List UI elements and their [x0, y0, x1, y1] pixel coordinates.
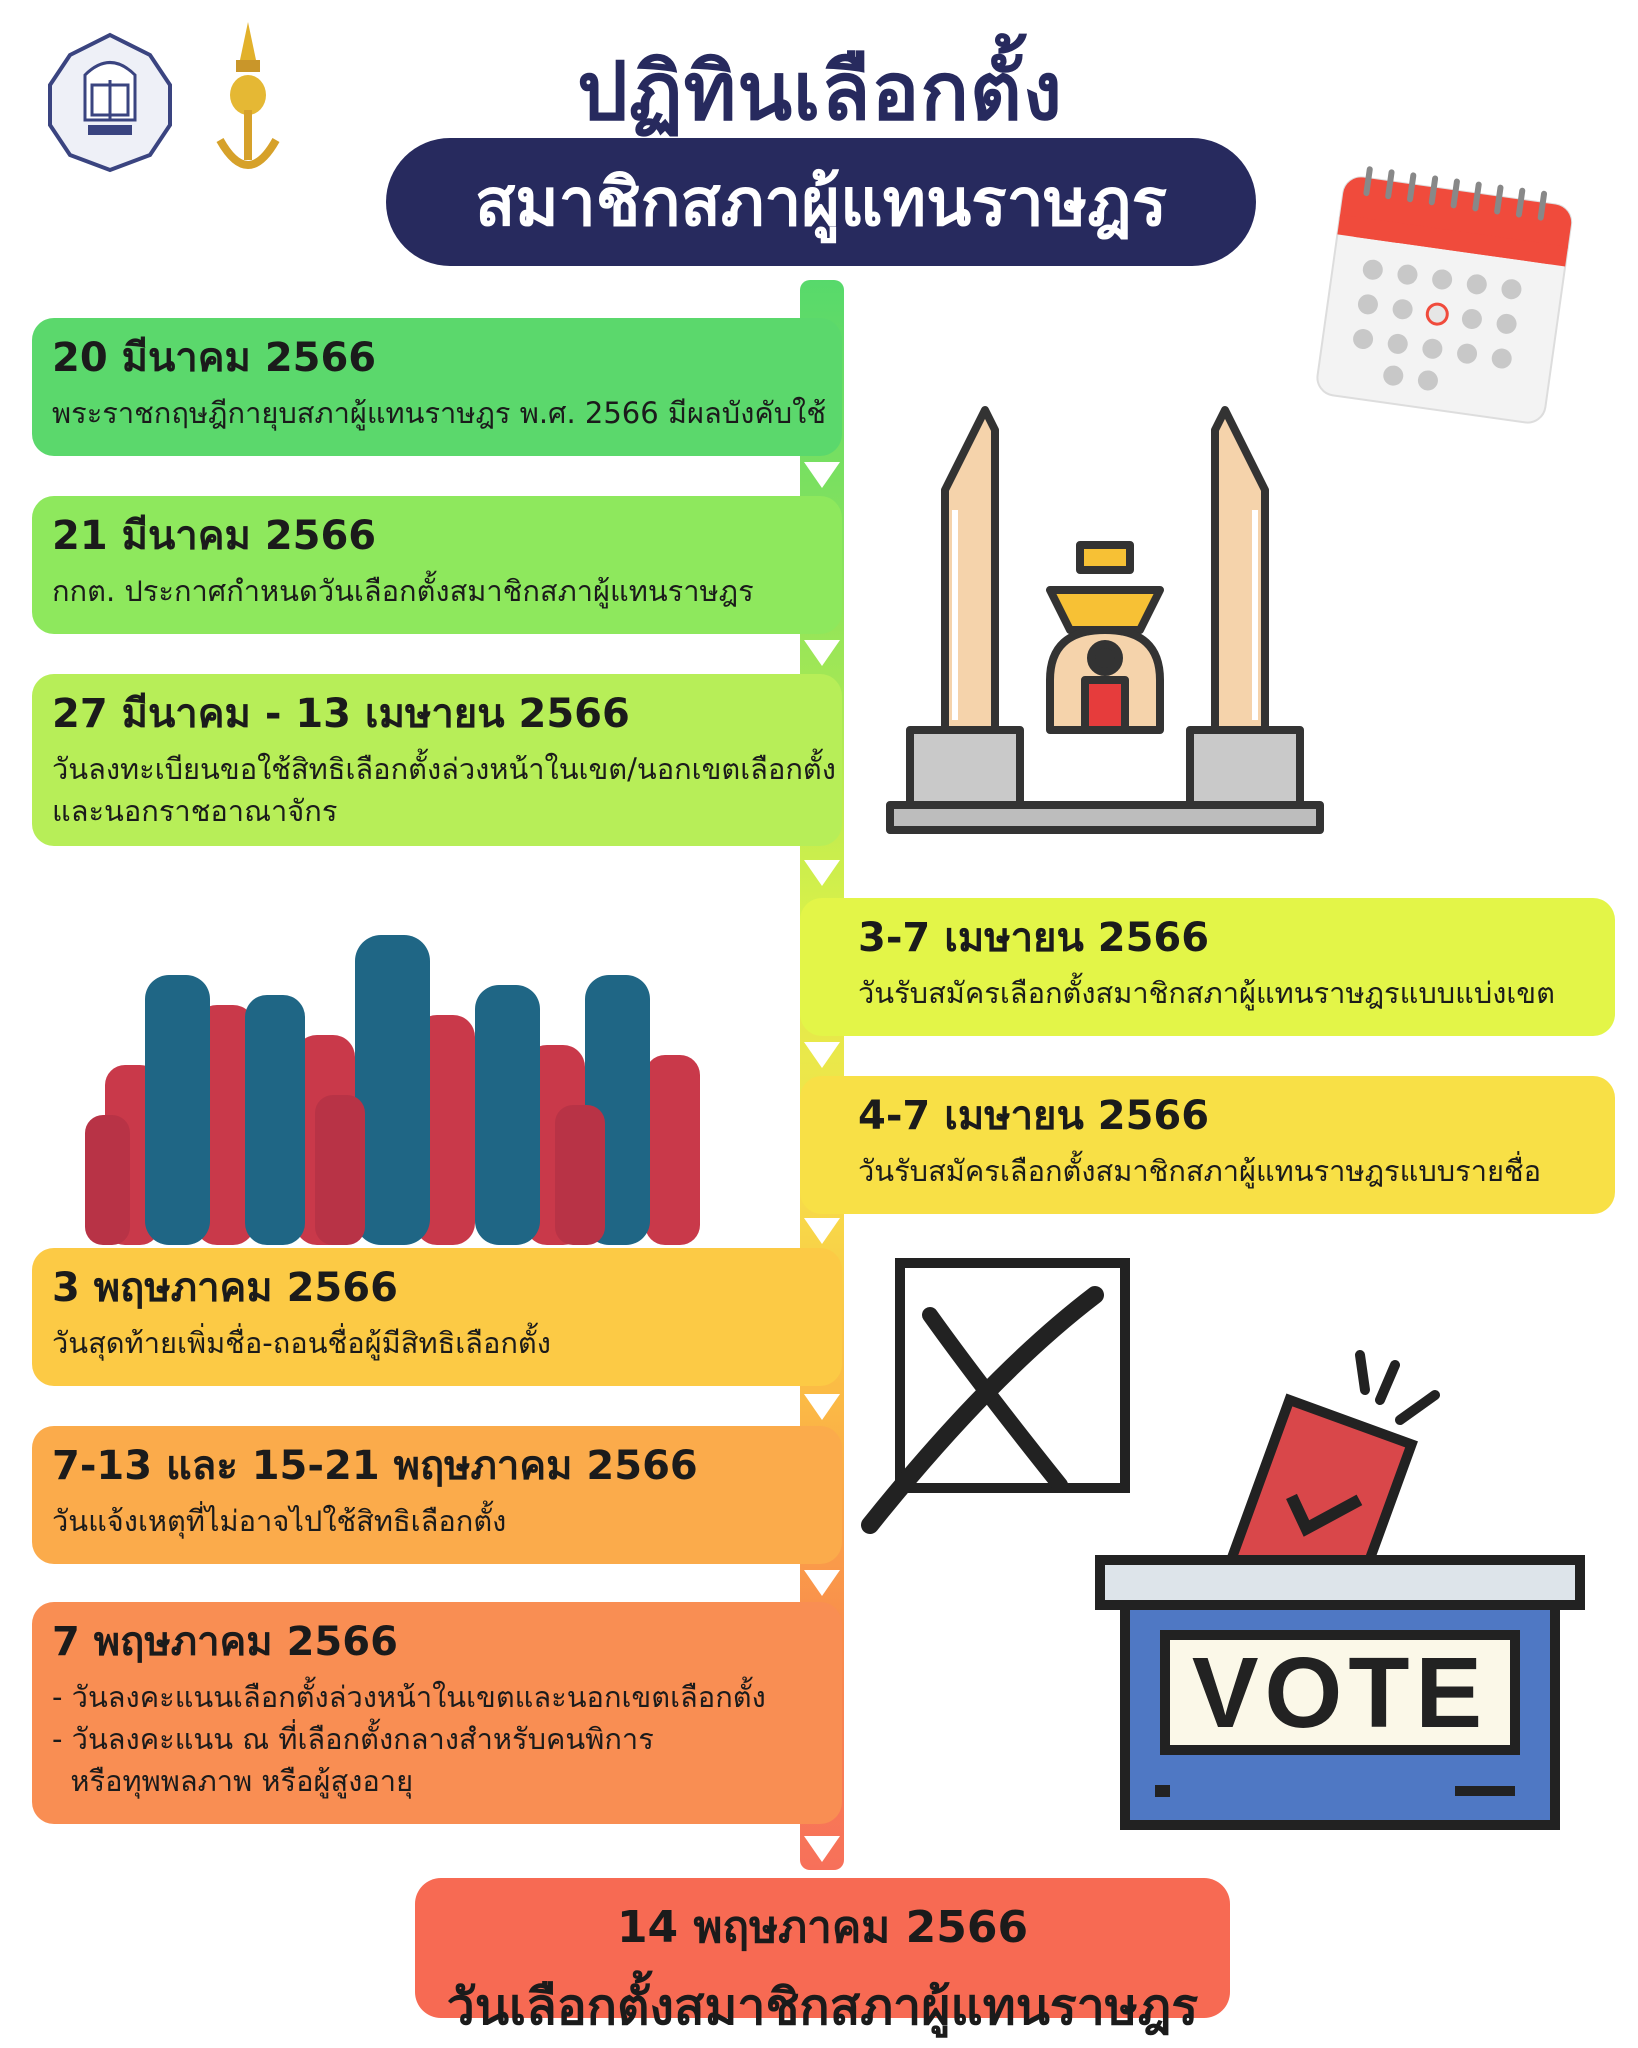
timeline-card — [32, 1602, 842, 1824]
card-date: 3-7 เมษายน 2566 — [858, 915, 1210, 961]
card-date: 7-13 และ 15-21 พฤษภาคม 2566 — [52, 1443, 698, 1489]
down-arrow-icon — [804, 1836, 840, 1862]
timeline-card — [32, 1248, 842, 1386]
timeline-card — [32, 318, 842, 456]
raised-hands-icon — [85, 915, 735, 1245]
timeline-card — [800, 1076, 1615, 1214]
card-text: หรือทุพพลภาพ หรือผู้สูงอายุ — [52, 1764, 414, 1799]
down-arrow-icon — [804, 860, 840, 886]
vote-label: VOTE — [1191, 1637, 1489, 1749]
ballot-box-icon — [1095, 1345, 1585, 1835]
timeline-card — [800, 898, 1615, 1036]
card-date: 3 พฤษภาคม 2566 — [52, 1265, 398, 1311]
calendar-icon — [1310, 160, 1580, 430]
card-date: 7 พฤษภาคม 2566 — [52, 1619, 398, 1665]
card-text: วันลงทะเบียนขอใช้สิทธิเลือกตั้งล่วงหน้าในเขต/นอกเขตเลือกตั้ง — [52, 752, 836, 786]
page-title: ปฏิทินเลือกตั้ง — [577, 45, 1063, 138]
election-day-date: 14 พฤษภาคม 2566 — [616, 1902, 1029, 1953]
timeline-card — [32, 674, 842, 846]
card-text: วันสุดท้ายเพิ่มชื่อ-ถอนชื่อผู้มีสิทธิเลือกตั้ง — [52, 1326, 551, 1360]
card-text: - วันลงคะแนน ณ ที่เลือกตั้งกลางสำหรับคนพิการ — [52, 1722, 654, 1757]
down-arrow-icon — [804, 1042, 840, 1068]
down-arrow-icon — [804, 1570, 840, 1596]
card-date: 20 มีนาคม 2566 — [52, 335, 377, 381]
democracy-monument-icon — [885, 400, 1325, 850]
card-date: 4-7 เมษายน 2566 — [858, 1093, 1210, 1139]
election-day-card — [415, 1878, 1230, 2036]
ect-logo-icon — [30, 25, 190, 185]
card-text: วันแจ้งเหตุที่ไม่อาจไปใช้สิทธิเลือกตั้ง — [52, 1504, 507, 1538]
card-text: และนอกราชอาณาจักร — [52, 794, 338, 829]
card-text: - วันลงคะแนนเลือกตั้งล่วงหน้าในเขตและนอกเขตเลือกตั้ง — [52, 1680, 766, 1714]
card-text: พระราชกฤษฎีกายุบสภาผู้แทนราษฎร พ.ศ. 2566 มีผลบังคับใช้ — [52, 396, 827, 430]
election-day-text: วันเลือกตั้งสมาชิกสภาผู้แทนราษฎร — [446, 1978, 1199, 2036]
card-date: 27 มีนาคม - 13 เมษายน 2566 — [52, 691, 630, 737]
timeline-card — [32, 1426, 842, 1564]
card-text: วันรับสมัครเลือกตั้งสมาชิกสภาผู้แทนราษฎรแบบแบ่งเขต — [858, 976, 1555, 1010]
page-subtitle: สมาชิกสภาผู้แทนราษฎร — [386, 138, 1256, 266]
timeline-card — [32, 496, 842, 634]
down-arrow-icon — [804, 1394, 840, 1420]
card-text: กกต. ประกาศกำหนดวันเลือกตั้งสมาชิกสภาผู้แทนราษฎร — [52, 574, 754, 608]
royal-emblem-icon — [208, 20, 288, 190]
down-arrow-icon — [804, 1218, 840, 1244]
x-mark-ballot-icon — [860, 1255, 1135, 1535]
down-arrow-icon — [804, 640, 840, 666]
card-date: 21 มีนาคม 2566 — [52, 513, 377, 559]
card-text: วันรับสมัครเลือกตั้งสมาชิกสภาผู้แทนราษฎรแบบรายชื่อ — [858, 1154, 1542, 1188]
down-arrow-icon — [804, 462, 840, 488]
